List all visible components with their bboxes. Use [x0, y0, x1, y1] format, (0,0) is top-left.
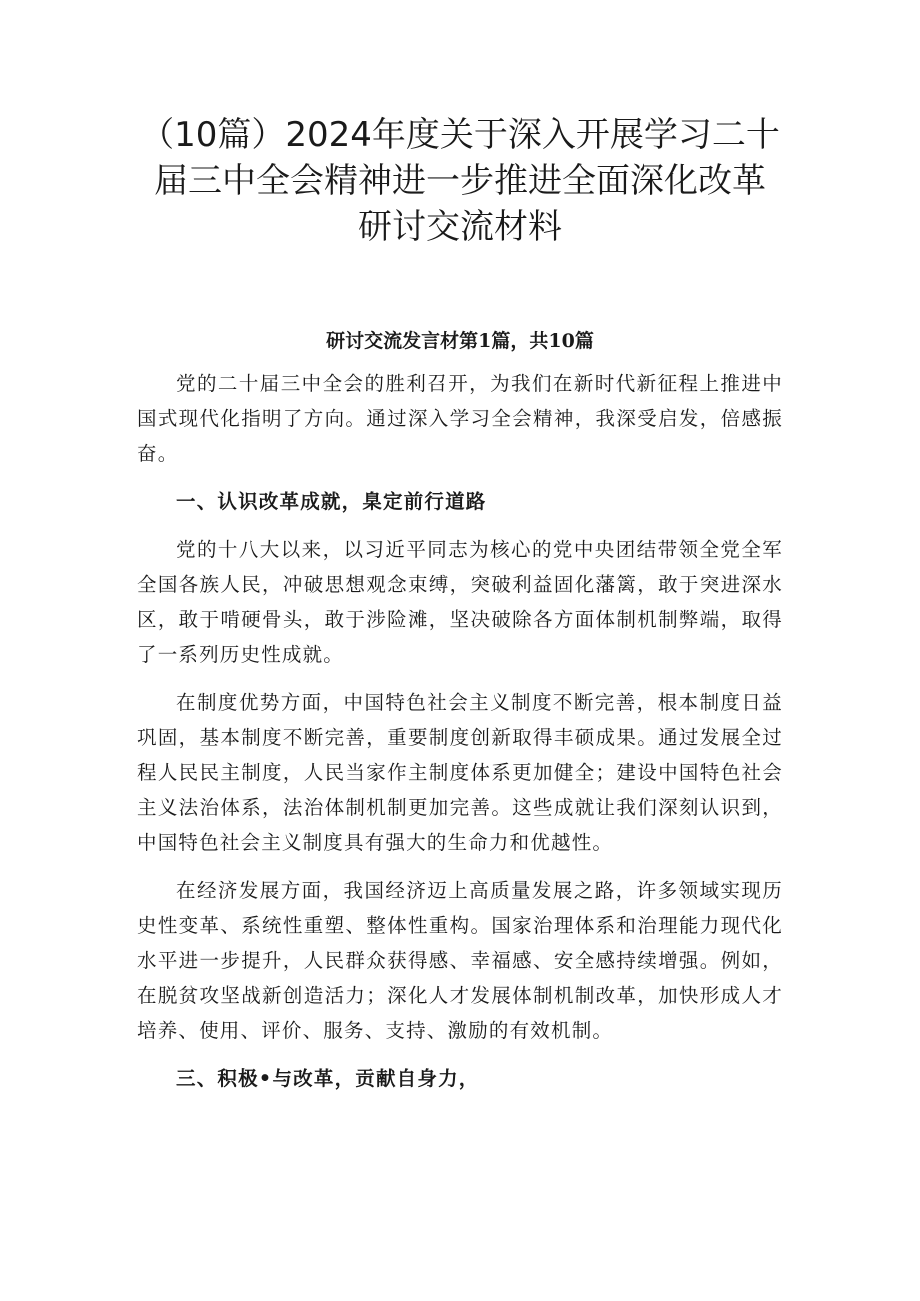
paragraph-institutional-advantage: 在制度优势方面，中国特色社会主义制度不断完善，根本制度日益巩固，基本制度不断完善，重要制度创新取得丰硕成果。通过发展全过程人民民主制度，人民当家作主制度体系更加健全；建设中国特色社会主义法治体系，法治体制机制更加完善。这些成就让我们深刻认识到，中国特色社会主义制度具有强大的生命力和优越性。 [137, 691, 783, 854]
title-line-1: （10篇）2024年度关于深入开展学习二十 [140, 115, 780, 155]
heading-three: 三、积极•与改革，贡献自身力， [176, 1067, 480, 1090]
section-heading: 研讨交流发言材第1篇，共10篇 [326, 330, 594, 352]
paragraph-economic-development: 在经济发展方面，我国经济迈上高质量发展之路，许多领域实现历史性变革、系统性重塑、整体性重构。国家治理体系和治理能力现代化水平进一步提升，人民群众获得感、幸福感、安全感持续增强。例如，在脱贫攻坚战新创造活力；深化人才发展体制机制改革，加快形成人才培养、使用、评价、服务、支持、激励的有效机制。 [137, 879, 783, 1042]
heading-one: 一、认识改革成就，臬定前行道路 [176, 490, 487, 513]
intro-paragraph: 党的二十届三中全会的胜利召开，为我们在新时代新征程上推进中国式现代化指明了方向。通过深入学习全会精神，我深受启发，倍感振奋。 [137, 372, 783, 465]
document-title [137, 112, 783, 250]
paragraph-achievements: 党的十八大以来，以习近平同志为核心的党中央团结带领全党全军全国各族人民，冲破思想观念束缚，突破利益固化藩篱，敢于突进深水区，敢于啃硬骨头，敢于涉险滩，坚决破除各方面体制机制弊端，取得了一系列历史性成就。 [137, 538, 783, 666]
title-line-3: 研讨交流材料 [358, 207, 562, 247]
title-line-2: 届三中全会精神进一步推进全面深化改革 [154, 161, 766, 201]
